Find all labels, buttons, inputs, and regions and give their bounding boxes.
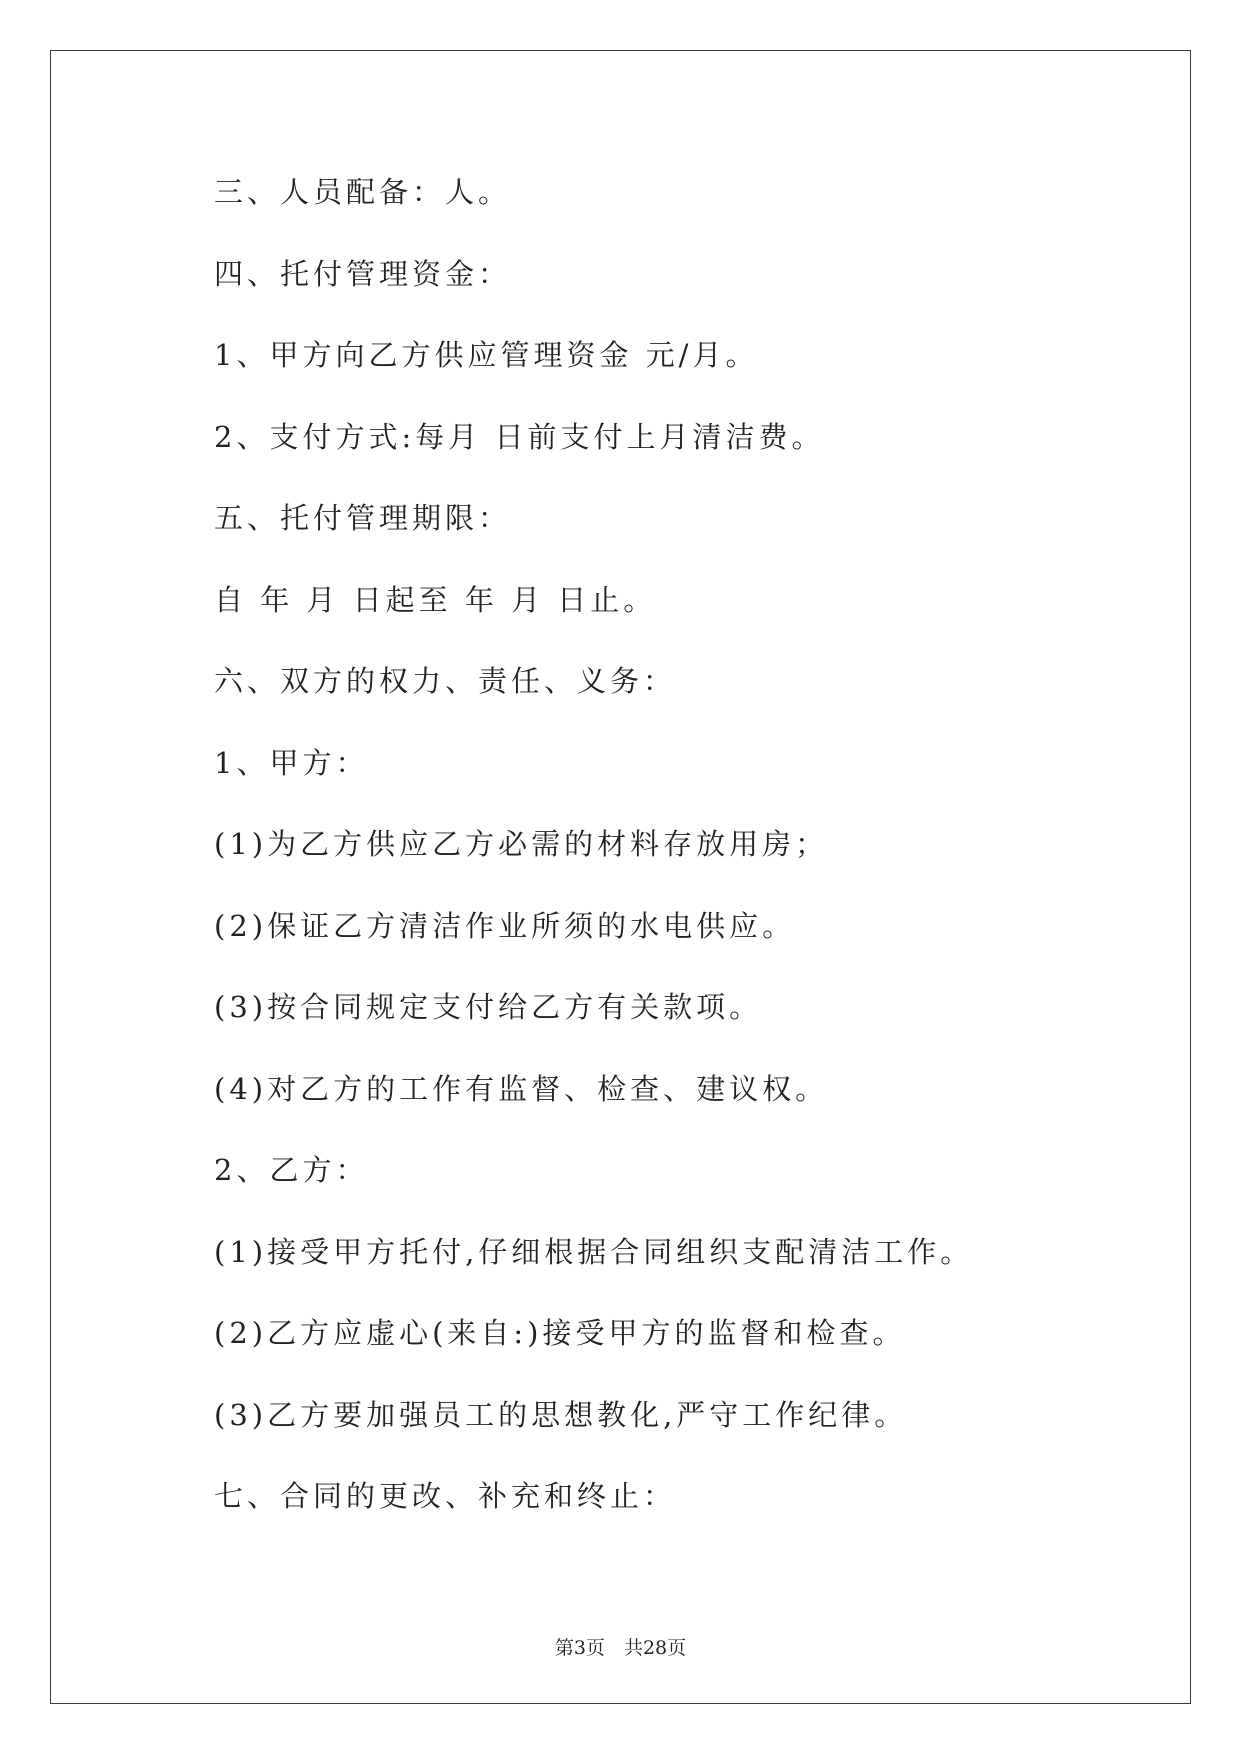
paragraph: 五、托付管理期限：: [214, 501, 512, 535]
paragraph: 1、甲方：: [214, 745, 369, 780]
document-body: [214, 172, 1114, 1558]
paragraph: 1、甲方向乙方供应管理资金 元/月。: [214, 338, 759, 372]
paragraph: (3)按合同规定支付给乙方有关款项。: [214, 990, 763, 1024]
paragraph: (3)乙方要加强员工的思想教化,严守工作纪律。: [214, 1397, 908, 1432]
paragraph: (2)保证乙方清洁作业所须的水电供应。: [214, 908, 796, 943]
paragraph: 2、乙方：: [214, 1153, 369, 1187]
paragraph: 四、托付管理资金：: [214, 256, 512, 291]
paragraph: (1)为乙方供应乙方必需的材料存放用房；: [214, 827, 829, 861]
paragraph: 三、人员配备：人。: [214, 175, 512, 209]
paragraph: 2、支付方式:每月 日前支付上月清洁费。: [214, 419, 825, 454]
paragraph: 六、双方的权力、责任、义务：: [214, 664, 677, 698]
paragraph: 七、合同的更改、补充和终止：: [214, 1479, 677, 1513]
paragraph: (1)接受甲方托付,仔细根据合同组织支配清洁工作。: [214, 1234, 974, 1269]
page-number-footer: 第3页 共28页: [554, 1637, 687, 1659]
paragraph: (2)乙方应虚心(来自:)接受甲方的监督和检查。: [214, 1316, 906, 1350]
paragraph: 自 年 月 日起至 年 月 日止。: [214, 582, 657, 617]
paragraph: (4)对乙方的工作有监督、检查、建议权。: [214, 1071, 829, 1106]
